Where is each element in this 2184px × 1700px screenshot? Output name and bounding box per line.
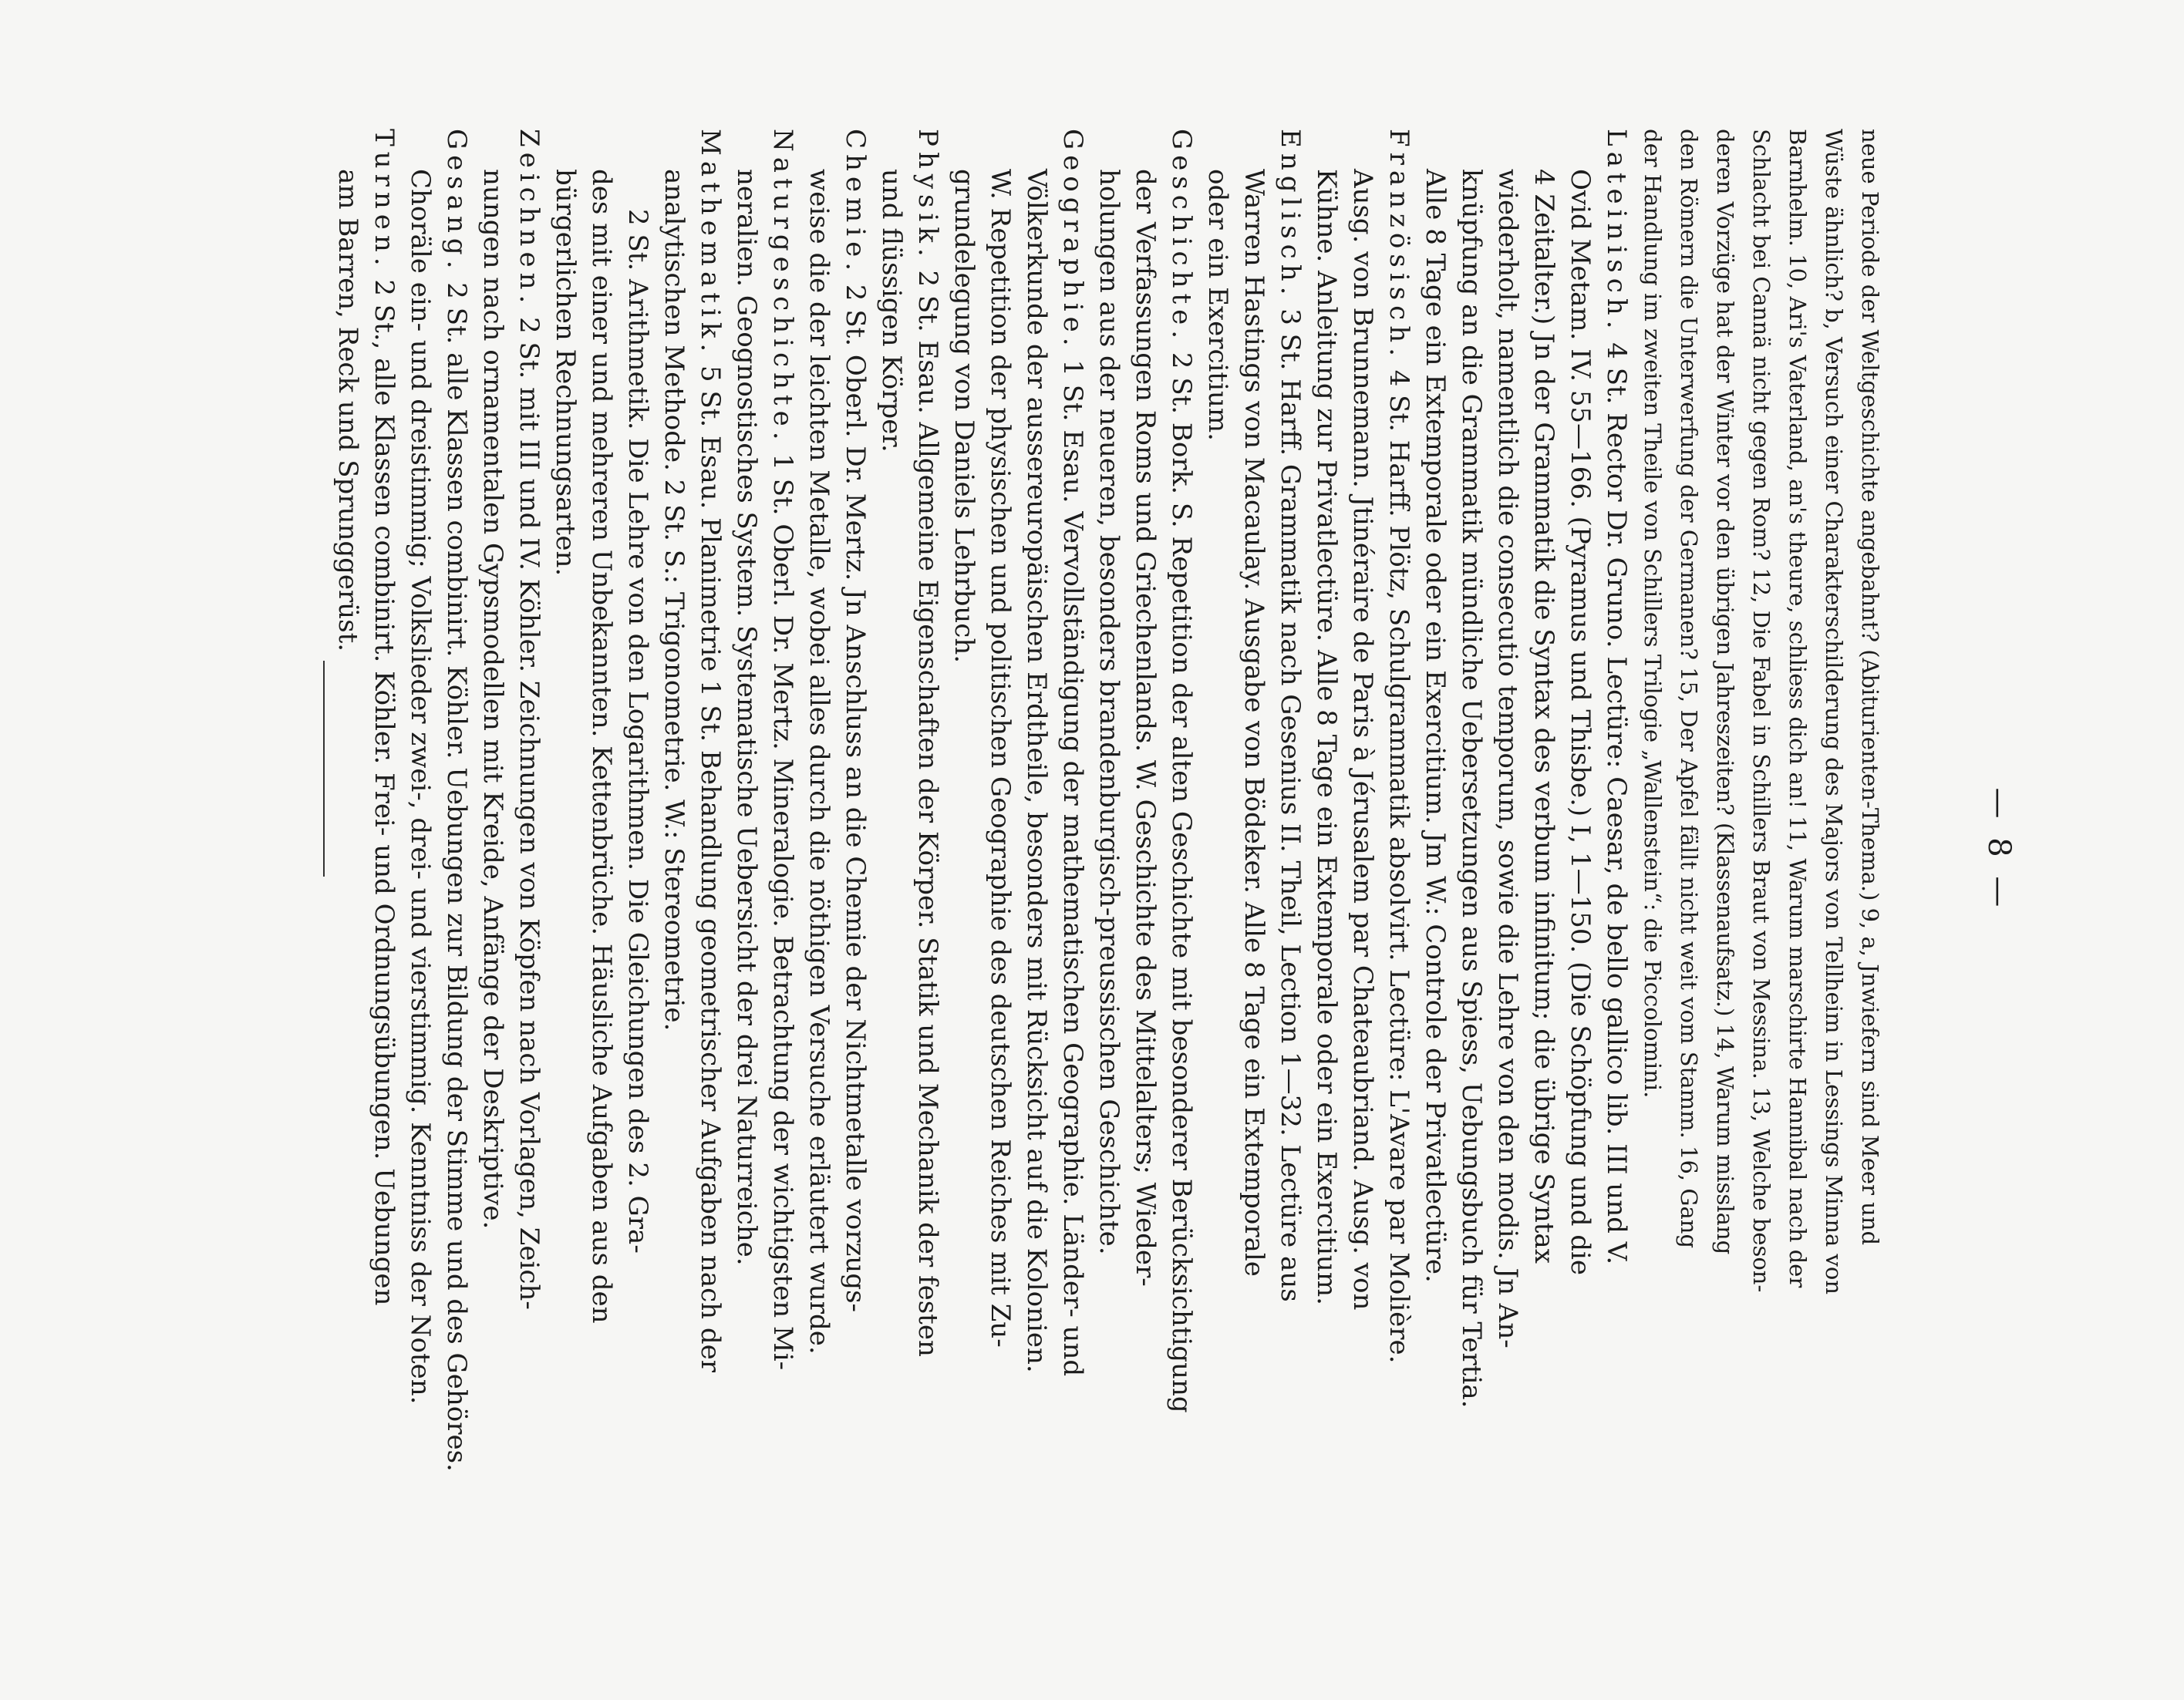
section-zeichnen [474, 129, 547, 1563]
text-line: Naturgeschichte. 1 St. Oberl. Dr. Mertz. Mineralogie. Betrachtung der wichtigsten Mi- [767, 129, 798, 1371]
text-line: Völkerkunde der aussereuropäischen Erdtheile, besonders mit Rücksicht auf die Kolonien. [1021, 169, 1052, 1373]
section-heading: Lateinisch. [1601, 129, 1632, 335]
text-line: 2 St. Arithmetik. Die Lehre von den Logarithmen. Die Gleichungen des 2. Gra- [622, 209, 653, 1254]
section-turnen [329, 129, 402, 1563]
section-heading: Physik. [912, 129, 943, 262]
section-lateinisch [1417, 129, 1634, 1563]
section-heading: Naturgeschichte. [767, 129, 798, 446]
section-chemie [800, 129, 873, 1563]
text-line: Ausg. von Brunnemann. Jtinéraire de Paris à Jérusalem par Chateaubriand. Ausg. von [1347, 169, 1378, 1311]
text-line: bürgerlichen Rechnungsarten. [550, 169, 581, 577]
text-line: 4 Zeitalter.) Jn der Grammatik die Syntax des verbum infinitum; die übrige Syntax [1528, 169, 1559, 1264]
text-line: knüpfung an die Grammatik mündliche Uebersetzungen aus Spiess, Uebungsbuch für Tertia. [1456, 169, 1487, 1409]
section-heading: Geschichte. [1166, 129, 1197, 345]
section-heading: Englisch. [1275, 129, 1306, 301]
text-line: Barnhelm. 10, Ari's Vaterland, an's theure, schliess dich an! 11, Warum marschirte Hannibal nach der [1785, 129, 1811, 1288]
section-heading: Chemie. [840, 129, 871, 277]
section-heading: Geographie. [1057, 129, 1088, 352]
text-line: neue Periode der Weltgeschichte angebahnt? (Abiturienten-Thema.) 9, a, Jnwiefern sind Meer und [1857, 129, 1883, 1246]
section-heading: Zeichnen. [514, 129, 544, 309]
section-heading: Französisch. [1384, 129, 1414, 362]
section-franzoesisch [1308, 129, 1417, 1563]
essay-topics-paragraph [1634, 129, 1888, 1563]
page-content [323, 129, 1888, 1563]
section-mathematik [547, 129, 728, 1563]
text-line: der Verfassungen Roms und Griechenlands. W. Geschichte des Mittelalters; Wieder- [1130, 169, 1161, 1287]
text-line: Französisch. 4 St. Harff. Plötz, Schulgrammatik absolvirt. Lectüre: L'Avare par Molière. [1384, 129, 1414, 1364]
text-line: Geschichte. 2 St. Bork. S. Repetition der alten Geschichte mit besonderer Berücksichtigung [1166, 129, 1197, 1413]
text-line: Choräle ein- und dreistimmig; Volkslieder zwei-, drei- und vierstimmig. Kenntniss der Noten. [405, 169, 436, 1405]
section-heading: Turnen. [369, 129, 399, 271]
text-line: Geographie. 1 St. Esau. Vervollständigung der mathematischen Geographie. Länder- und [1057, 129, 1088, 1377]
text-line: deren Vorzüge hat der Winter vor den übrigen Jahreszeiten? (Klassenaufsatz.) 14, Warum misslang [1712, 129, 1738, 1255]
text-line: Lateinisch. 4 St. Rector Dr. Gruno. Lectüre: Caesar, de bello gallico lib. III und V. [1601, 129, 1632, 1265]
text-line: Mathematik. 5 St. Esau. Planimetrie 1 St. Behandlung geometrischer Aufgaben nach der [695, 129, 726, 1372]
text-line: W. Repetition der physischen und politischen Geographie des deutschen Reiches mit Zu- [985, 169, 1016, 1348]
text-line: neralien. Geognostisches System. Systematische Uebersicht der drei Naturreiche. [731, 169, 762, 1266]
text-line: Chemie. 2 St. Oberl. Dr. Mertz. Jn Anschluss an die Chemie der Nichtmetalle vorzugs- [840, 129, 871, 1313]
rotated-text-block [167, 56, 2017, 1644]
text-line: Englisch. 3 St. Harff. Grammatik nach Gesenius II. Theil, Lection 1—32. Lectüre aus [1275, 129, 1306, 1302]
text-line: holungen aus der neueren, besonders brandenburgisch-preussischen Geschichte. [1094, 169, 1124, 1255]
text-line: analytischen Methode. 2 St. S.: Trigonometrie. W.: Stereometrie. [659, 169, 689, 1032]
section-naturgeschichte [728, 129, 800, 1563]
text-line: weise die der leichten Metalle, wobei alles durch die nöthigen Versuche erläutert wurde. [804, 169, 834, 1355]
text-line: und flüssigen Körper. [876, 169, 907, 453]
text-line: Schlacht bei Cannä nicht gegen Rom? 12, Die Fabel in Schillers Braut von Messina. 13, Welche beson- [1748, 129, 1775, 1293]
text-line: der Handlung im zweiten Theile von Schillers Trilogie „Wallenstein“: die Piccolomini. [1640, 129, 1666, 1099]
text-line: Zeichnen. 2 St. mit III und IV. Köhler. Zeichnungen von Köpfen nach Vorlagen, Zeich- [514, 129, 544, 1310]
text-line: Physik. 2 St. Esau. Allgemeine Eigenschaften der Körper. Statik und Mechanik der festen [912, 129, 943, 1357]
text-line: Alle 8 Tage ein Extemporale oder ein Exercitium. Jm W.: Controle der Privatlectüre. [1420, 169, 1451, 1283]
end-rule-divider [323, 661, 325, 877]
text-line: grundelegung von Daniels Lehrbuch. [949, 169, 979, 664]
text-line: oder ein Exercitium. [1202, 169, 1233, 441]
page-number: — 8 — [1981, 787, 2017, 912]
text-line: des mit einer und mehreren Unbekannten. Kettenbrüche. Häusliche Aufgaben aus den [586, 169, 617, 1324]
text-line: Warren Hastings von Macaulay. Ausgabe von Bödeker. Alle 8 Tage ein Extemporale [1239, 169, 1269, 1277]
section-geographie [945, 129, 1090, 1563]
section-physik [873, 129, 945, 1563]
text-line: am Barren, Reck und Sprunggerüst. [332, 169, 363, 652]
section-englisch [1199, 129, 1308, 1563]
text-line: Wüste ähnlich? b, Versuch einer Charakterschilderung des Majors von Tellheim in Lessings Minna von [1821, 129, 1847, 1295]
text-line: Turnen. 2 St., alle Klassen combinirt. Köhler. Frei- und Ordnungsübungen. Uebungen [369, 129, 399, 1306]
text-line: Ovid Metam. IV. 55—166. (Pyramus und Thisbe.) I, 1—150. (Die Schöpfung und die [1565, 169, 1596, 1276]
section-heading: Gesang. [441, 129, 472, 274]
section-geschichte [1090, 129, 1199, 1563]
text-line: Kühne. Anleitung zur Privatlectüre. Alle 8 Tage ein Extemporale oder ein Exercitium. [1311, 169, 1342, 1305]
text-line: wiederholt, namentlich die consecutio temporum, sowie die Lehre von den modis. Jn An- [1492, 169, 1523, 1348]
text-line: nungen nach ornamentalen Gypsmodellen mit Kreide, Anfänge der Deskriptive. [477, 169, 508, 1230]
section-gesang [402, 129, 474, 1563]
text-line: Gesang. 2 St. alle Klassen combinirt. Köhler. Uebungen zur Bildung der Stimme und des Gehöres. [441, 129, 472, 1472]
section-heading: Mathematik. [695, 129, 726, 358]
text-line: den Römern die Unterwerfung der Germanen? 15, Der Apfel fällt nicht weit vom Stamm. 16, Gang [1676, 129, 1702, 1249]
